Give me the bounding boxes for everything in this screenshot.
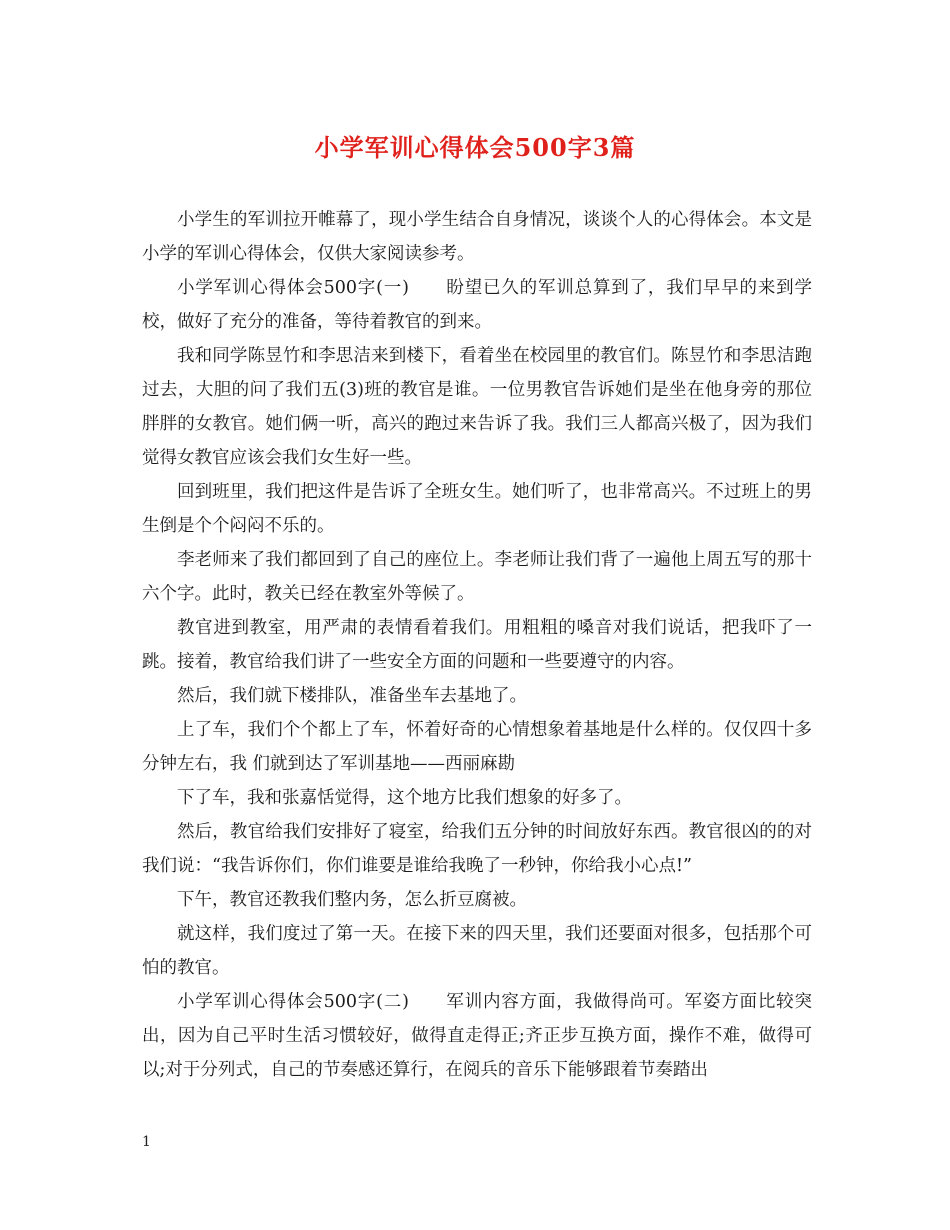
paragraph: 小学生的军训拉开帷幕了，现小学生结合自身情况，谈谈个人的心得体会。本文是小学的军训心得体会，仅供大家阅读参考。: [142, 210, 812, 264]
paragraph: 下了车，我和张嘉恬觉得，这个地方比我们想象的好多了。: [177, 788, 632, 808]
paragraph: 上了车，我们个个都上了车，怀着好奇的心情想象着基地是什么样的。仅仅四十多分钟左右，我 们就到达了军训基地——西丽麻勘: [142, 720, 812, 774]
paragraph: 小学军训心得体会500字(二) 军训内容方面，我做得尚可。军姿方面比较突出，因为自己平时生活习惯较好，做得直走得正;齐正步互换方面，操作不难，做得可以;对于分列式，自己的节奏感还算行，在阅兵的音乐下能够跟着节奏踏出: [142, 992, 812, 1080]
paragraph: 然后，我们就下楼排队，准备坐车去基地了。: [177, 686, 527, 706]
paragraph: 我和同学陈昱竹和李思洁来到楼下，看着坐在校园里的教官们。陈昱竹和李思洁跑过去，大胆的问了我们五(3)班的教官是谁。一位男教官告诉她们是坐在他身旁的那位胖胖的女教官。她们俩一听，高兴的跑过来告诉了我。我们三人都高兴极了，因为我们觉得女教官应该会我们女生好一些。: [142, 346, 812, 468]
paragraph: 回到班里，我们把这件是告诉了全班女生。她们听了，也非常高兴。不过班上的男生倒是个个闷闷不乐的。: [142, 482, 812, 536]
article-body: [142, 203, 812, 1087]
paragraph: 李老师来了我们都回到了自己的座位上。李老师让我们背了一遍他上周五写的那十六个字。此时，教关已经在教室外等候了。: [142, 550, 812, 604]
page-number: 1: [142, 1134, 151, 1150]
paragraph: 下午，教官还教我们整内务，怎么折豆腐被。: [177, 890, 527, 910]
paragraph: 然后，教官给我们安排好了寝室，给我们五分钟的时间放好东西。教官很凶的的对我们说：“我告诉你们，你们谁要是谁给我晚了一秒钟，你给我小心点!”: [142, 822, 812, 876]
paragraph: 教官进到教室，用严肃的表情看着我们。用粗粗的嗓音对我们说话，把我吓了一跳。接着，教官给我们讲了一些安全方面的问题和一些要遵守的内容。: [142, 618, 812, 672]
page-title: 小学军训心得体会500字3篇: [314, 133, 636, 162]
paragraph: 小学军训心得体会500字(一) 盼望已久的军训总算到了，我们早早的来到学校，做好了充分的准备，等待着教官的到来。: [142, 278, 812, 332]
paragraph: 就这样，我们度过了第一天。在接下来的四天里，我们还要面对很多，包括那个可怕的教官。: [142, 924, 812, 978]
